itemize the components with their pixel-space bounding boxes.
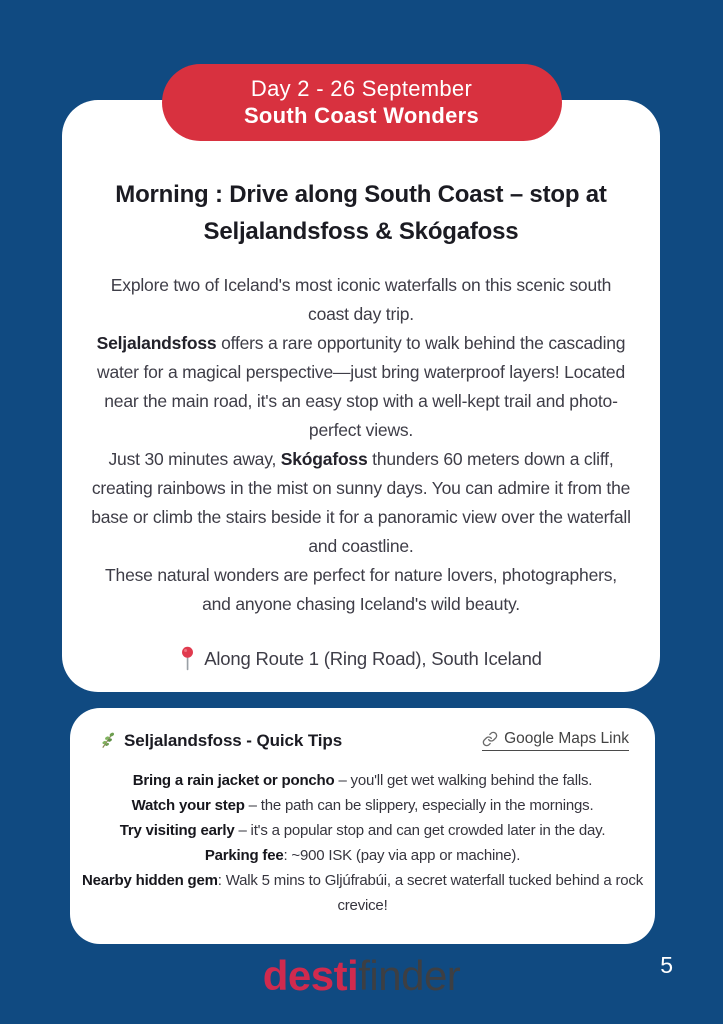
quick-tips-title: Seljalandsfoss - Quick Tips xyxy=(124,730,343,750)
description-paragraphs xyxy=(90,271,632,619)
description-paragraph: Explore two of Iceland's most iconic waterfalls on this scenic south coast day trip. xyxy=(110,275,612,324)
page-number: 5 xyxy=(660,952,673,978)
description-paragraph: Seljalandsfoss offers a rare opportunity to walk behind the cascading water for a magical perspective—just bring waterproof layers! Located near the main road, it's an easy stop with a well-kept trail and photo-perfect views. xyxy=(96,333,626,440)
quick-tips-header xyxy=(82,730,643,751)
tips-list xyxy=(82,768,643,918)
section-heading-line-2: Seljalandsfoss & Skógafoss xyxy=(203,218,519,245)
tip-line: Watch your step – the path can be slippery, especially in the mornings. xyxy=(131,797,594,814)
section-heading xyxy=(90,176,632,250)
google-maps-link[interactable] xyxy=(482,730,629,751)
location-row xyxy=(90,646,632,672)
herb-sprig-icon xyxy=(98,731,117,750)
tip-line: Bring a rain jacket or poncho – you'll get wet walking behind the falls. xyxy=(132,772,593,789)
day-title: South Coast Wonders xyxy=(243,103,480,128)
day-date: Day 2 - 26 September xyxy=(250,76,473,101)
logo-desti: desti xyxy=(262,952,359,999)
quick-tips-card xyxy=(70,708,655,944)
description-paragraph: These natural wonders are perfect for nature lovers, photographers, and anyone chasing Iceland's wild beauty. xyxy=(105,565,617,614)
map-pin-icon xyxy=(180,646,195,672)
destifinder-logo xyxy=(263,952,461,1000)
day-header-badge xyxy=(162,64,562,141)
description-paragraph: Just 30 minutes away, Skógafoss thunders 60 meters down a cliff, creating rainbows in the mist on sunny days. You can admire it from the base or climb the stairs beside it for a panoramic view over the waterfall and coastline. xyxy=(91,449,631,556)
google-maps-link-label: Google Maps Link xyxy=(504,730,629,747)
tip-line: Try visiting early – it's a popular stop and can get crowded later in the day. xyxy=(119,822,606,839)
section-heading-line-1: Morning : Drive along South Coast – stop at xyxy=(115,181,607,208)
tip-line: Nearby hidden gem: Walk 5 mins to Gljúfrabúi, a secret waterfall tucked behind a rock crevice! xyxy=(82,872,643,914)
link-icon xyxy=(482,731,498,747)
main-content-card xyxy=(62,100,660,692)
tip-line: Parking fee: ~900 ISK (pay via app or machine). xyxy=(204,847,521,864)
location-text: Along Route 1 (Ring Road), South Iceland xyxy=(204,648,542,669)
logo-finder: finder xyxy=(358,952,461,999)
quick-tips-title-wrap xyxy=(98,731,342,751)
